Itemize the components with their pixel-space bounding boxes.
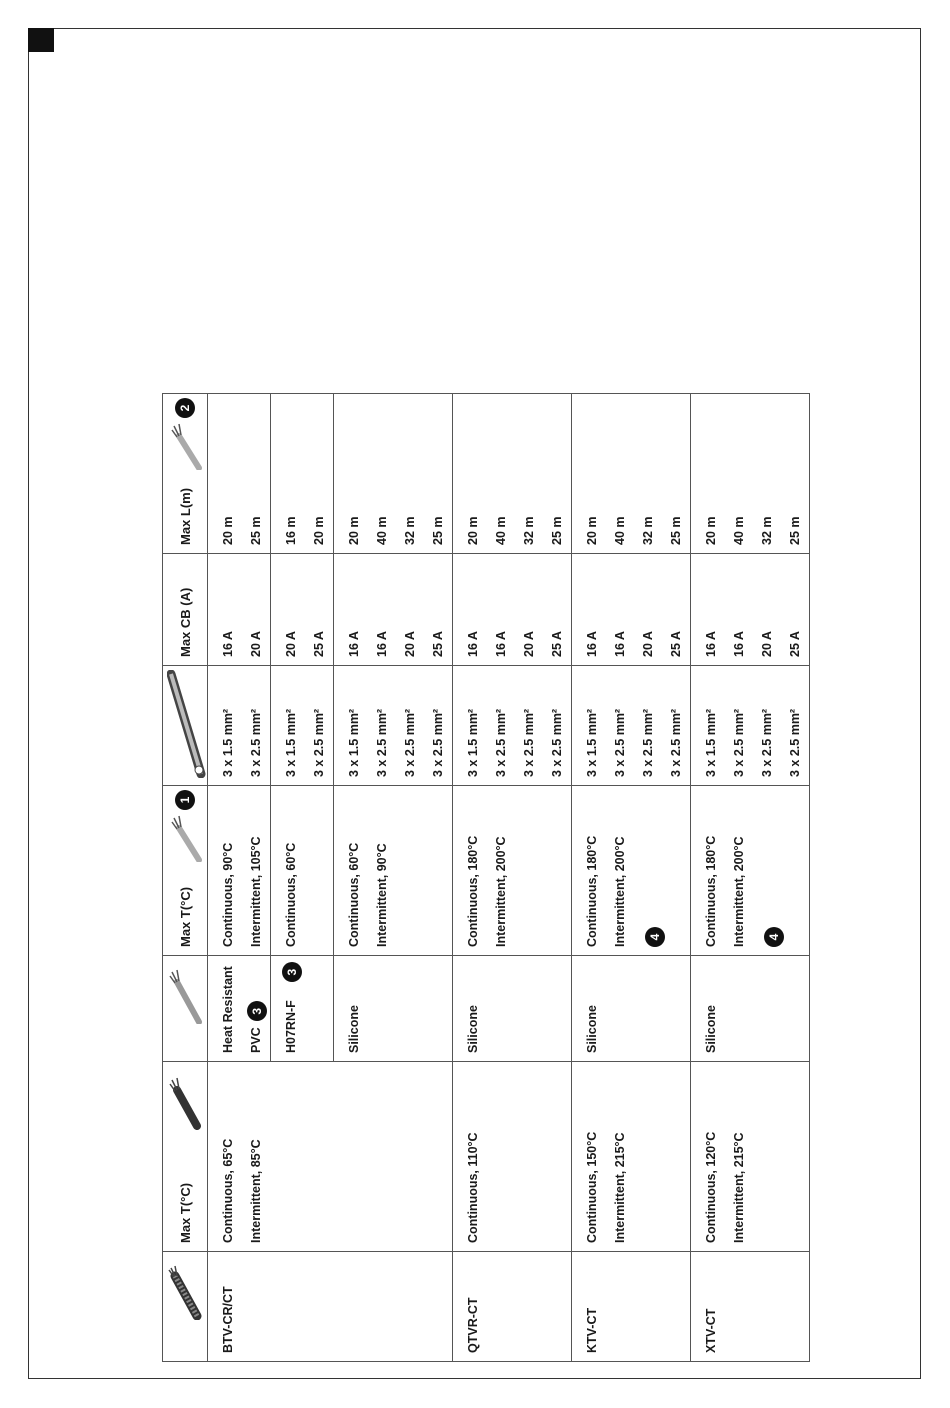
max-cb-value: 25 A <box>669 631 683 657</box>
lead-max-t-line: Continuous, 180°C <box>466 835 480 947</box>
lead-max-t-cell <box>572 786 691 956</box>
cable-max-t-line: Intermittent, 85°C <box>249 1139 263 1243</box>
cross-section-cell <box>691 666 810 786</box>
max-cb-value: 16 A <box>347 631 361 657</box>
max-l-value: 32 m <box>522 516 536 545</box>
table-row <box>453 394 572 1362</box>
max-cb-cell <box>334 554 453 666</box>
cross-section-value: 3 x 2.5 mm² <box>312 708 326 777</box>
heating-cable-spec-table <box>162 393 810 1362</box>
max-cb-value: 16 A <box>704 631 718 657</box>
cross-section-value: 3 x 1.5 mm² <box>585 708 599 777</box>
corner-marker <box>28 28 54 52</box>
max-cb-cell <box>208 554 271 666</box>
insulation-line: Heat Resistant <box>221 966 235 1053</box>
cross-section-cell <box>334 666 453 786</box>
cross-section-value: 3 x 2.5 mm² <box>732 708 746 777</box>
max-cb-value: 20 A <box>284 631 298 657</box>
lead-max-t-line: Continuous, 60°C <box>347 842 361 947</box>
max-l-cell <box>271 394 334 554</box>
insulation-line: Silicone <box>466 1005 480 1053</box>
header-cross-section <box>163 666 208 786</box>
cross-section-value: 3 x 2.5 mm² <box>431 708 445 777</box>
cross-section-value: 3 x 2.5 mm² <box>788 708 802 777</box>
rotated-spec-table <box>162 394 802 1362</box>
insulation-line: H07RN-F3 <box>271 956 305 1061</box>
max-l-value: 20 m <box>704 516 718 545</box>
cable-max-t-cell <box>453 1062 572 1252</box>
cable-name-cell <box>572 1252 691 1362</box>
lead-max-t-line: Intermittent, 105°C <box>249 836 263 947</box>
lead-max-t-cell <box>208 786 271 956</box>
cable-max-t-cell <box>572 1062 691 1252</box>
max-l-cell <box>453 394 572 554</box>
max-cb-cell <box>572 554 691 666</box>
max-cb-value: 20 A <box>760 631 774 657</box>
lead-max-t-line: Continuous, 180°C <box>585 835 599 947</box>
insulation-cell <box>208 956 271 1062</box>
power-cable-icon <box>167 964 203 1024</box>
cross-section-value: 3 x 2.5 mm² <box>249 708 263 777</box>
header-cable-type <box>163 1252 208 1362</box>
lead-max-t-line: Intermittent, 90°C <box>375 843 389 947</box>
cable-max-t-line: Continuous, 120°C <box>704 1131 718 1243</box>
max-l-value: 40 m <box>494 516 508 545</box>
max-l-value: 25 m <box>249 516 263 545</box>
max-l-value: 25 m <box>669 516 683 545</box>
max-l-value: 25 m <box>550 516 564 545</box>
max-cb-value: 16 A <box>375 631 389 657</box>
max-cb-value: 25 A <box>431 631 445 657</box>
max-l-cell <box>572 394 691 554</box>
note-badge-3: 3 <box>247 1001 267 1021</box>
header-max-cb-label: Max CB (A) <box>177 587 193 657</box>
cross-section-value: 3 x 1.5 mm² <box>704 708 718 777</box>
max-l-value: 25 m <box>788 516 802 545</box>
header-max-l <box>163 394 208 554</box>
cable-name: XTV-CT <box>704 1308 718 1353</box>
header-insulation <box>163 956 208 1062</box>
table-row <box>208 394 271 1362</box>
max-l-value: 40 m <box>732 516 746 545</box>
cross-section-cell <box>572 666 691 786</box>
cable-name: QTVR-CT <box>466 1297 480 1353</box>
max-l-value: 20 m <box>585 516 599 545</box>
max-cb-value: 20 A <box>641 631 655 657</box>
max-cb-value: 16 A <box>466 631 480 657</box>
cross-section-cable-icon <box>167 670 207 778</box>
lead-max-t-line: Intermittent, 200°C <box>732 836 746 947</box>
lead-max-t-cell <box>453 786 572 956</box>
cross-section-value: 3 x 2.5 mm² <box>403 708 417 777</box>
note-badge-4: 4 <box>645 927 665 947</box>
lead-max-t-line: Continuous, 90°C <box>221 842 235 947</box>
header-max-t-cable <box>163 1062 208 1252</box>
header-row <box>163 394 208 1362</box>
max-l-value: 32 m <box>403 516 417 545</box>
cross-section-value: 3 x 2.5 mm² <box>550 708 564 777</box>
insulation-cell <box>572 956 691 1062</box>
lead-max-t-line: Intermittent, 200°C <box>494 836 508 947</box>
max-l-cell <box>334 394 453 554</box>
cross-section-value: 3 x 1.5 mm² <box>466 708 480 777</box>
cross-section-value: 3 x 2.5 mm² <box>375 708 389 777</box>
insulation-cell <box>453 956 572 1062</box>
heating-cable-end-icon <box>167 1070 203 1130</box>
max-cb-value: 16 A <box>221 631 235 657</box>
cable-name-cell <box>208 1252 453 1362</box>
max-cb-value: 25 A <box>550 631 564 657</box>
max-cb-value: 16 A <box>613 631 627 657</box>
insulation-line: Silicone <box>585 1005 599 1053</box>
cross-section-value: 3 x 2.5 mm² <box>641 708 655 777</box>
header-max-cb <box>163 554 208 666</box>
cross-section-cell <box>271 666 334 786</box>
note-badge-3: 3 <box>282 962 302 982</box>
max-cb-value: 16 A <box>585 631 599 657</box>
header-max-t-lead <box>163 786 208 956</box>
lead-max-t-cell <box>691 786 810 956</box>
cross-section-cell <box>208 666 271 786</box>
max-l-value: 40 m <box>613 516 627 545</box>
heating-cable-icon <box>167 1260 203 1320</box>
max-cb-value: 20 A <box>522 631 536 657</box>
table-row <box>691 394 810 1362</box>
cross-section-value: 3 x 2.5 mm² <box>760 708 774 777</box>
insulation-cell <box>271 956 334 1062</box>
max-l-value: 16 m <box>284 516 298 545</box>
cross-section-value: 3 x 1.5 mm² <box>347 708 361 777</box>
insulation-line: PVC3 <box>242 956 270 1061</box>
insulation-line: Silicone <box>704 1005 718 1053</box>
note-badge-1: 1 <box>175 790 195 810</box>
max-cb-value: 25 A <box>312 631 326 657</box>
table-row <box>572 394 691 1362</box>
max-l-cell <box>208 394 271 554</box>
cross-section-cell <box>453 666 572 786</box>
max-l-value: 40 m <box>375 516 389 545</box>
cable-name: KTV-CT <box>585 1307 599 1353</box>
cable-name: BTV-CR/CT <box>221 1286 235 1353</box>
lead-max-t-cell <box>334 786 453 956</box>
header-max-t-label: Max T(°C) <box>177 1182 193 1243</box>
max-cb-cell <box>271 554 334 666</box>
max-l-cell <box>691 394 810 554</box>
lead-cable-icon-2 <box>167 420 203 470</box>
header-max-t2-label: Max T(°C) <box>177 886 193 947</box>
max-cb-cell <box>453 554 572 666</box>
insulation-line: Silicone <box>347 1005 361 1053</box>
lead-cable-icon <box>167 812 203 862</box>
cable-max-t-line: Continuous, 65°C <box>221 1138 235 1243</box>
cross-section-value: 3 x 2.5 mm² <box>613 708 627 777</box>
note-badge-2: 2 <box>175 398 195 418</box>
cable-name-cell <box>691 1252 810 1362</box>
header-max-l-label: Max L(m) <box>177 487 193 545</box>
note-badge-4: 4 <box>764 927 784 947</box>
insulation-cell <box>334 956 453 1062</box>
max-cb-value: 16 A <box>732 631 746 657</box>
cable-max-t-line: Intermittent, 215°C <box>732 1132 746 1243</box>
lead-max-t-line: Intermittent, 200°C <box>613 836 627 947</box>
max-cb-value: 16 A <box>494 631 508 657</box>
max-l-value: 20 m <box>221 516 235 545</box>
insulation-cell <box>691 956 810 1062</box>
max-l-value: 20 m <box>312 516 326 545</box>
lead-max-t-cell <box>271 786 334 956</box>
cable-max-t-line: Intermittent, 215°C <box>613 1132 627 1243</box>
max-l-value: 20 m <box>347 516 361 545</box>
max-l-value: 32 m <box>641 516 655 545</box>
max-l-value: 32 m <box>760 516 774 545</box>
cross-section-value: 3 x 1.5 mm² <box>221 708 235 777</box>
cross-section-value: 3 x 2.5 mm² <box>522 708 536 777</box>
cable-max-t-cell <box>691 1062 810 1252</box>
cable-max-t-line: Continuous, 150°C <box>585 1131 599 1243</box>
max-cb-cell <box>691 554 810 666</box>
cross-section-value: 3 x 1.5 mm² <box>284 708 298 777</box>
cross-section-value: 3 x 2.5 mm² <box>494 708 508 777</box>
max-l-value: 20 m <box>466 516 480 545</box>
cable-name-cell <box>453 1252 572 1362</box>
max-cb-value: 25 A <box>788 631 802 657</box>
max-l-value: 25 m <box>431 516 445 545</box>
lead-max-t-line: Continuous, 180°C <box>704 835 718 947</box>
max-cb-value: 20 A <box>249 631 263 657</box>
cable-max-t-cell <box>208 1062 453 1252</box>
cable-max-t-line: Continuous, 110°C <box>466 1132 480 1243</box>
cross-section-value: 3 x 2.5 mm² <box>669 708 683 777</box>
max-cb-value: 20 A <box>403 631 417 657</box>
lead-max-t-line: Continuous, 60°C <box>284 842 298 947</box>
